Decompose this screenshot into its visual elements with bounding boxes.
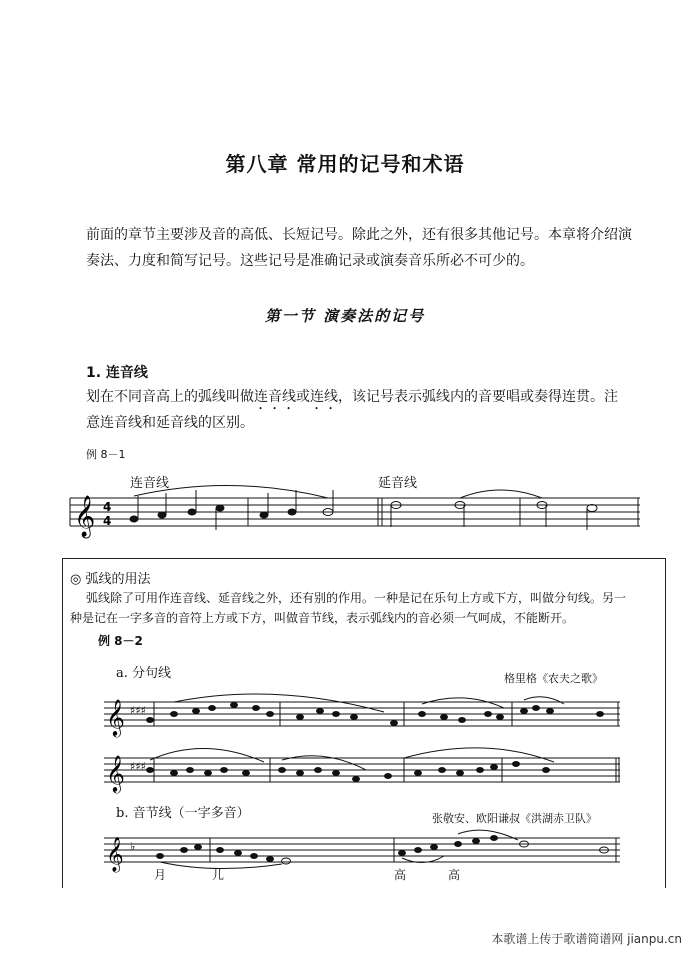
item-text-part: 划在不同音高上的弧线叫做 bbox=[86, 389, 254, 405]
part-b-label: b. 音节线（一字多音） bbox=[116, 806, 250, 821]
svg-text:♯♯♯: ♯♯♯ bbox=[130, 760, 146, 773]
lyric-3: 高 bbox=[394, 868, 407, 882]
time-sig-top: 4 bbox=[103, 500, 112, 514]
intro-line-2: 奏法、力度和简写记号。这些记号是准确记录或演奏音乐所必不可少的。 bbox=[86, 253, 534, 269]
svg-text:𝄞: 𝄞 bbox=[106, 754, 125, 792]
box-title: ◎ 弧线的用法 bbox=[70, 572, 151, 587]
legato-label: 连音线 bbox=[130, 476, 170, 491]
box-text bbox=[70, 588, 660, 628]
part-a-label: a. 分句线 bbox=[116, 666, 172, 681]
example-1-staff bbox=[70, 488, 650, 538]
lyric-2: 儿 bbox=[212, 868, 225, 882]
section-title: 第一节 演奏法的记号 bbox=[264, 307, 426, 325]
tie-label: 延音线 bbox=[378, 476, 418, 491]
example-2-label: 例 8－2 bbox=[98, 634, 143, 648]
chapter-title: 第八章 常用的记号和术语 bbox=[225, 152, 465, 176]
svg-text:𝄞: 𝄞 bbox=[106, 837, 124, 872]
box-text-line-1: 弧线除了可用作连音线、延音线之外，还有别的作用。一种是记在乐句上方或下方，叫做分句线。另一 bbox=[86, 591, 627, 605]
watermark: 本歌谱上传于歌谱简谱网 jianpu.cn bbox=[491, 932, 682, 946]
part-a-staff-1 bbox=[104, 690, 624, 734]
item-heading: 1. 连音线 bbox=[86, 365, 148, 381]
lyric-4: 高 bbox=[448, 868, 461, 882]
intro-line-1: 前面的章节主要涉及音的高低、长短记号。除此之外，还有很多其他记号。本章将介绍演 bbox=[86, 227, 632, 243]
svg-text:♭: ♭ bbox=[130, 840, 136, 853]
item-text-part: 或 bbox=[296, 389, 310, 405]
svg-text:𝄞: 𝄞 bbox=[106, 698, 125, 736]
part-a-staff-2 bbox=[104, 746, 624, 790]
item-text-part: ，该记号表示弧线内的音要唱或奏得连贯。注 bbox=[338, 389, 618, 405]
part-b-staff bbox=[104, 828, 624, 872]
part-a-credit: 格里格《农夫之歌》 bbox=[504, 672, 603, 685]
box-text-line-2: 种是记在一字多音的音符上方或下方，叫做音节线，表示弧线内的音必须一气呵成，不能断开。 bbox=[70, 611, 575, 625]
term-legato: 连音线 bbox=[254, 389, 296, 405]
lyric-1: 月 bbox=[154, 868, 167, 882]
example-1-label: 例 8－1 bbox=[86, 448, 126, 461]
item-text-line-1 bbox=[86, 384, 656, 413]
item-text-line-2: 意连音线和延音线的区别。 bbox=[86, 415, 254, 431]
time-sig-bottom: 4 bbox=[103, 514, 112, 528]
part-b-credit: 张敬安、欧阳谦叔《洪湖赤卫队》 bbox=[432, 812, 597, 825]
svg-text:𝄞: 𝄞 bbox=[74, 496, 96, 537]
svg-text:♯♯♯: ♯♯♯ bbox=[130, 704, 146, 717]
term-slur: 连线 bbox=[310, 389, 338, 405]
